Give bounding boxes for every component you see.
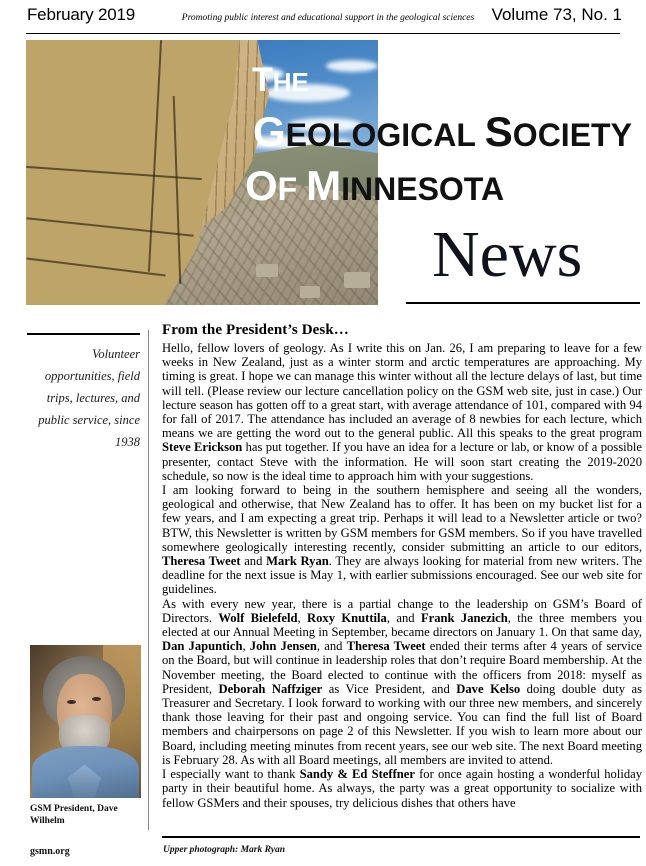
footer-photo-credit: Upper photograph: Mark Ryan xyxy=(163,845,286,855)
masthead-minnesota-rest: INNESOTA xyxy=(341,171,505,207)
sidebar-blurb: Volunteer opportunities, field trips, lectures, and public service, since 1938 xyxy=(38,347,140,449)
masthead-geological-rest: EOLOGICAL xyxy=(285,117,476,153)
masthead-of-rest: F xyxy=(277,171,298,207)
news-wordmark: News xyxy=(432,218,583,291)
masthead-tagline: Promoting public interest and educational support in the geological sciences xyxy=(181,13,475,23)
cloud-shape xyxy=(326,60,378,72)
article-body xyxy=(162,322,642,810)
issue-date: February 2019 xyxy=(27,5,135,24)
president-portrait-photo xyxy=(30,645,141,798)
masthead-the-cap: T xyxy=(252,61,273,99)
sidebar-top-rule xyxy=(27,333,140,335)
footer-website[interactable]: gsmn.org xyxy=(30,846,70,857)
column-divider xyxy=(148,330,149,830)
loose-rock xyxy=(256,264,278,277)
article-paragraph: I am looking forward to being in the southern hemisphere and seeing all the wonders, geological and otherwise, that New Zealand has to offer. It has been on my bucket list for a few years, and I am expecting a great trip. Perhaps it will lead to a Newsletter article or two? BTW, this Newsletter is written by GSM members for GSM members. So if you have travelled somewhere geologically interesting recently, consider submitting an article to our editors, Theresa Tweet and Mark Ryan. They are always looking for material from new writers. The deadline for the next issue is May 1, with earlier submissions encouraged. See our web site for guidelines. xyxy=(162,483,642,597)
loose-rock xyxy=(344,272,370,288)
masthead-the-rest: HE xyxy=(272,67,309,97)
masthead-title-line-the xyxy=(252,63,309,97)
masthead-society-cap: S xyxy=(484,108,513,155)
loose-rock xyxy=(300,286,320,298)
masthead-rule xyxy=(26,33,620,34)
article-heading: From the President’s Desk… xyxy=(162,322,349,338)
masthead-geological-cap: G xyxy=(253,108,286,155)
president-photo-caption: GSM President, Dave Wilhelm xyxy=(30,804,118,826)
portrait-eye xyxy=(67,700,76,704)
article-paragraph: Hello, fellow lovers of geology. As I write this on Jan. 26, I am preparing to leave for a few weeks in New Zealand, just as a winter storm and arctic temperatures are approaching. My timing is great. I hope we can manage this winter without all the lecture delays of last, but time will tell. (Please review our lecture cancellation policy on the GSM web site, just in case.) Our lecture season has gotten off to a great start, with average attendance of 101, compared with 94 for fall of 2017. The attendance has included an average of 8 newbies for each lecture, which means we are getting the word out to the general public. All this speaks to the great program Steve Erickson has put together. If you have an idea for a lecture or lab, or know of a possible presenter, contact Steve with the information. He will soon start creating the 2019-2020 schedule, so now is the ideal time to approach him with your suggestions. xyxy=(162,341,642,483)
volume-number: Volume 73, No. 1 xyxy=(491,5,622,24)
masthead-minnesota-cap: M xyxy=(306,162,342,209)
footer-rule xyxy=(162,836,640,838)
news-underline-rule xyxy=(406,302,640,304)
article-paragraph: As with every new year, there is a partial change to the leadership on GSM’s Board of Directors. Wolf Bielefeld, Roxy Knuttila, and Frank Janezich, the three members you elected at our Annual Meeting in September, became directors on January 1. On that same day, Dan Japuntich, John Jensen, and Theresa Tweet ended their terms after 4 years of service on the Board, but will continue in leadership roles that don’t require Board membership. At the November meeting, the Board elected to continue with the officers from 2018: myself as President, Deborah Naffziger as Vice President, and Dave Kelso doing double duty as Treasurer and Secretary. I look forward to working with our three new members, and sincerely thank those leaving for their past and ongoing service. You can find the full list of Board members and chairpersons on page 2 of this Newsletter. If you wish to learn more about our Board, including meeting minutes from recent years, see our web site. The next Board meeting is February 28. As with all Board meetings, all members are invited to attend. xyxy=(162,596,643,767)
masthead-title-line-geological-society xyxy=(253,108,632,155)
masthead-of-cap: O xyxy=(245,162,278,209)
masthead-topbar xyxy=(0,0,646,36)
article-paragraph: I especially want to thank Sandy & Ed Steffner for once again hosting a wonderful holiday party in their beautiful home. As always, the party was a great opportunity to socialize with fellow GSMers and their spouses, try delicious dishes that others have xyxy=(162,767,643,810)
masthead-title-line-of-minnesota xyxy=(245,162,505,209)
masthead-society-rest: OCIETY xyxy=(512,117,632,153)
